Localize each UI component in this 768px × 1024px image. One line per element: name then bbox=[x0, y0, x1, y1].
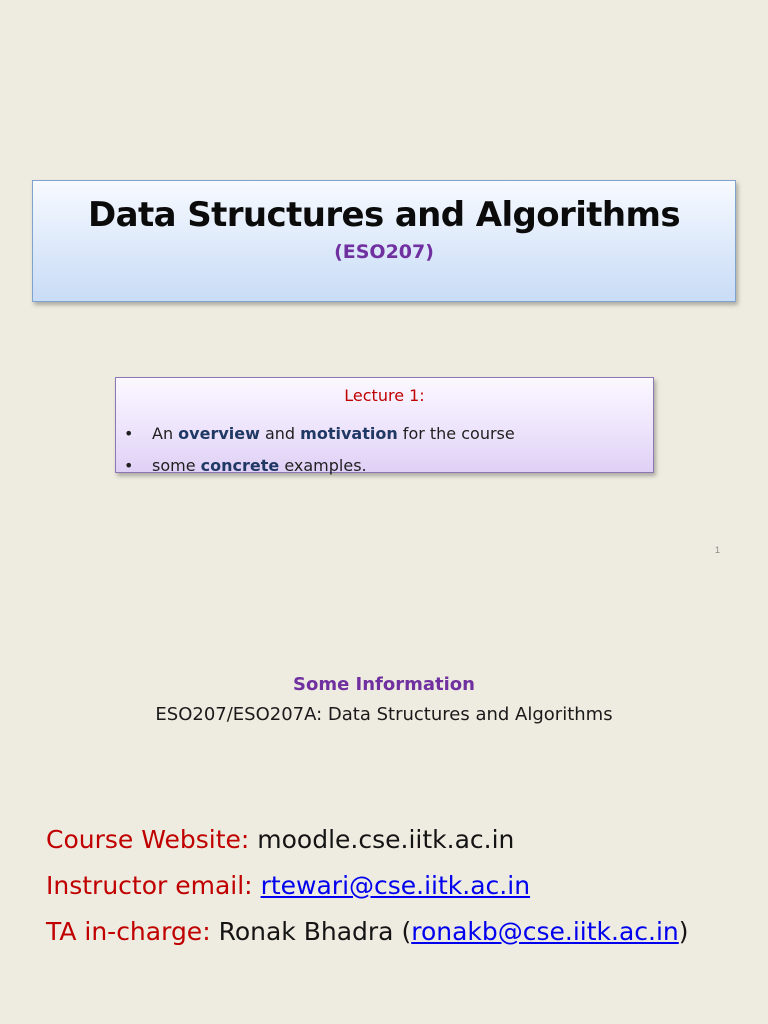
ta-open-paren: ( bbox=[401, 917, 412, 946]
bullet-text: for the course bbox=[397, 424, 515, 443]
bullet-text: some bbox=[152, 456, 201, 475]
lecture-heading: Lecture 1: bbox=[344, 386, 425, 405]
slide-subtitle: (ESO207) bbox=[334, 241, 434, 263]
ta-close-paren: ) bbox=[678, 917, 689, 946]
info-heading: Some Information bbox=[292, 674, 475, 695]
instructor-label: Instructor email: bbox=[46, 871, 253, 900]
bullet-emphasis: motivation bbox=[300, 424, 398, 443]
bullet-emphasis: concrete bbox=[200, 456, 280, 475]
bullet-emphasis: overview bbox=[178, 424, 260, 443]
bullet-item bbox=[124, 450, 515, 482]
lecture-box bbox=[115, 377, 654, 473]
bullet-icon: • bbox=[124, 424, 134, 443]
website-label: Course Website: bbox=[46, 825, 250, 854]
bullet-icon: • bbox=[124, 456, 134, 475]
ta-label: TA in-charge: bbox=[46, 917, 211, 946]
website-row bbox=[46, 817, 689, 863]
course-name: ESO207/ESO207A: Data Structures and Algorithms bbox=[155, 704, 613, 725]
ta-row bbox=[46, 909, 689, 955]
page-number: 1 bbox=[714, 545, 720, 555]
website-value: moodle.cse.iitk.ac.in bbox=[257, 825, 515, 854]
bullet-text: examples. bbox=[279, 456, 367, 475]
instructor-email-link[interactable]: rtewari@cse.iitk.ac.in bbox=[260, 871, 531, 900]
bullet-item bbox=[124, 418, 515, 450]
instructor-row bbox=[46, 863, 689, 909]
course-details bbox=[46, 817, 689, 955]
slide-title: Data Structures and Algorithms bbox=[88, 195, 680, 235]
lecture-bullet-list bbox=[124, 418, 515, 482]
slide-2 bbox=[0, 576, 768, 1024]
title-box bbox=[32, 180, 736, 302]
ta-name: Ronak Bhadra bbox=[218, 917, 394, 946]
ta-email-link[interactable]: ronakb@cse.iitk.ac.in bbox=[411, 917, 679, 946]
bullet-text: An bbox=[152, 424, 179, 443]
bullet-text: and bbox=[259, 424, 301, 443]
